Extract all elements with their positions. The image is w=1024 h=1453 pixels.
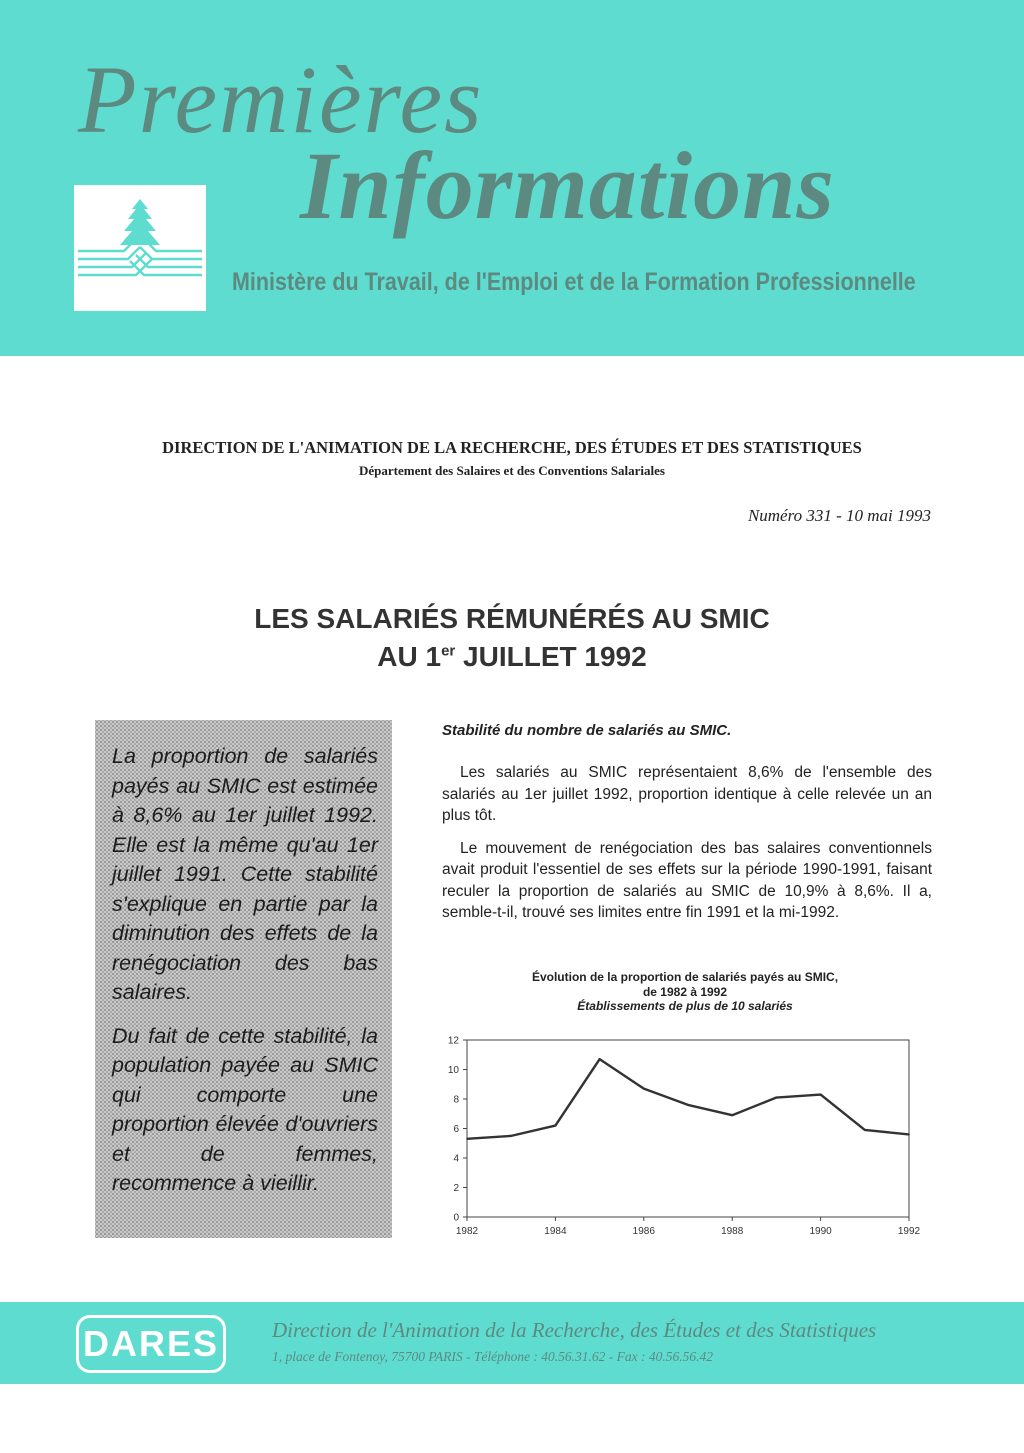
chart-subtitle: Établissements de plus de 10 salariés [577,999,793,1013]
y-tick-label: 4 [453,1153,459,1165]
ministry-logo [74,185,206,311]
x-tick-label: 1992 [897,1226,921,1237]
article-headline [0,600,1024,676]
data-point [820,1094,822,1096]
summary-paragraph: La proportion de salariés payés au SMIC est estimée à 8,6% au 1er juillet 1992. Elle est la même qu'au 1er juillet 1991. Cette stabilité s'explique en partie par la diminution des effets de la renégociation des bas salaires. [112,744,378,1004]
y-tick-label: 10 [447,1065,459,1076]
data-point [555,1125,557,1127]
section-heading: Stabilité du nombre de salariés au SMIC. [442,722,732,739]
body-paragraph: Les salariés au SMIC représentaient 8,6% de l'ensemble des salariés au 1er juillet 1992, proportion identique à celle relevée un an plus tôt. [442,764,932,824]
data-point [643,1088,645,1090]
article-body [442,762,932,935]
x-tick-label: 1982 [455,1226,479,1237]
publication-title-line2: Informations [300,132,835,239]
y-tick-label: 8 [453,1094,459,1106]
data-point [776,1097,778,1099]
publication-title-line1: Premières [78,46,484,153]
ministry-name: Ministère du Travail, de l'Emploi et de la Formation Professionnelle [232,268,916,296]
issue-number-date: Numéro 331 - 10 mai 1993 [747,506,931,525]
direction-name: DIRECTION DE L'ANIMATION DE LA RECHERCHE, DES ÉTUDES ET DES STATISTIQUES [162,438,862,457]
headline-line2-prefix: AU 1 [377,641,442,672]
headline-line2-sup: er [441,642,456,660]
headline-line2-suffix: JUILLET 1992 [455,641,647,672]
headline-line1: LES SALARIÉS RÉMUNÉRÉS AU SMIC [254,603,770,634]
x-tick-label: 1986 [632,1226,655,1237]
dares-logo [76,1315,226,1373]
y-tick-label: 6 [453,1124,459,1135]
x-tick-label: 1984 [544,1226,567,1237]
y-tick-label: 0 [453,1212,459,1224]
body-paragraph: Le mouvement de renégociation des bas salaires conventionnels avait produit l'essentiel de ses effets sur la période 1990-1991, faisant reculer la proportion de salariés au SMIC de 10,9% à 8,6%. Il a, semble-t-il, trouvé ses limites entre fin 1991 et la mi-1992. [442,839,932,921]
data-point [908,1134,910,1136]
data-point [466,1138,468,1140]
headline-line2 [0,638,1024,676]
department-name: Département des Salaires et des Conventions Salariales [359,463,665,478]
line-chart [440,1030,940,1250]
x-tick-label: 1988 [721,1226,744,1237]
tree-logo-icon [74,185,206,311]
dares-logo-text: DARES [82,1323,220,1364]
chart-title-block [440,970,930,1014]
data-point [731,1114,733,1116]
x-tick-label: 1990 [809,1226,832,1237]
data-point [864,1129,866,1131]
chart-title: Évolution de la proportion de salariés payés au SMIC, [531,970,839,984]
series-line [467,1059,909,1139]
summary-text [112,742,378,1213]
data-point [599,1058,601,1060]
summary-paragraph: Du fait de cette stabilité, la population payée au SMIC qui comporte une proportion élevée d'ouvriers et de femmes, recommence à vieillir. [112,1023,378,1195]
plot-frame [467,1040,909,1217]
y-tick-label: 2 [453,1183,459,1194]
data-point [687,1104,689,1106]
y-tick-label: 12 [447,1035,459,1047]
footer-title: Direction de l'Animation de la Recherche, des Études et des Statistiques [272,1318,877,1342]
data-point [510,1135,512,1137]
chart-title-line2: de 1982 à 1992 [642,984,728,999]
footer-address: 1, place de Fontenoy, 75700 PARIS - Téléphone : 40.56.31.62 - Fax : 40.56.56.42 [272,1349,714,1364]
